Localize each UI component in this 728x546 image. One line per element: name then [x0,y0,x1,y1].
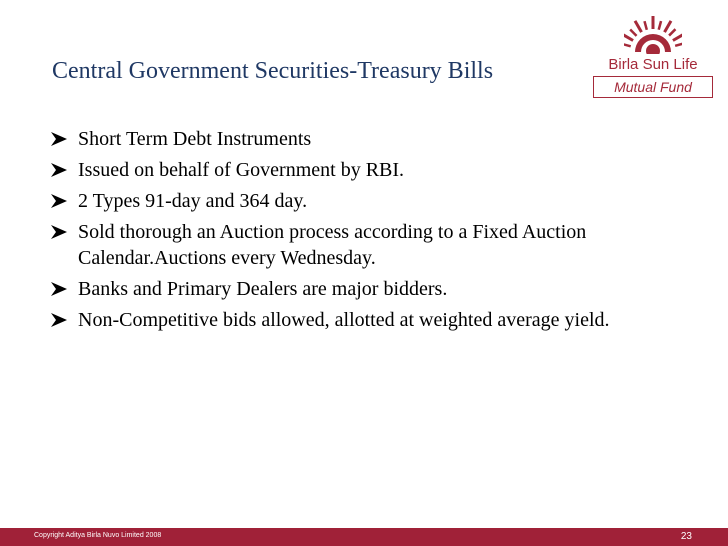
list-item [50,219,640,271]
bullet-text: Issued on behalf of Government by RBI. [78,159,405,181]
bullet-list [50,126,640,338]
bullet-text: Short Term Debt Instruments [78,128,312,150]
list-item [50,157,640,183]
copyright-text: Copyright Aditya Birla Nuvo Limited 2008 [34,532,162,539]
slide-title: Central Government Securities-Treasury Bills [52,58,494,84]
bullet-text: 2 Types 91-day and 364 day. [78,190,308,212]
logo [590,14,716,98]
list-item [50,188,640,214]
arrowhead-bullet-icon [50,162,68,178]
arrowhead-bullet-icon [50,281,68,297]
bullet-text: Sold thorough an Auction process according to a Fixed Auction Calendar.Auctions every Wednesday. [78,221,587,269]
rising-sun-icon [624,14,682,54]
page-number: 23 [680,531,692,542]
footer-bar [0,528,728,546]
list-item [50,126,640,152]
bullet-text: Banks and Primary Dealers are major bidders. [78,278,448,300]
logo-brand-name: Birla Sun Life [608,56,698,73]
bullet-text: Non-Competitive bids allowed, allotted at weighted average yield. [78,309,610,331]
arrowhead-bullet-icon [50,224,68,240]
arrowhead-bullet-icon [50,131,68,147]
arrowhead-bullet-icon [50,193,68,209]
arrowhead-bullet-icon [50,312,68,328]
logo-tagline: Mutual Fund [593,76,713,98]
list-item [50,307,640,333]
list-item [50,276,640,302]
